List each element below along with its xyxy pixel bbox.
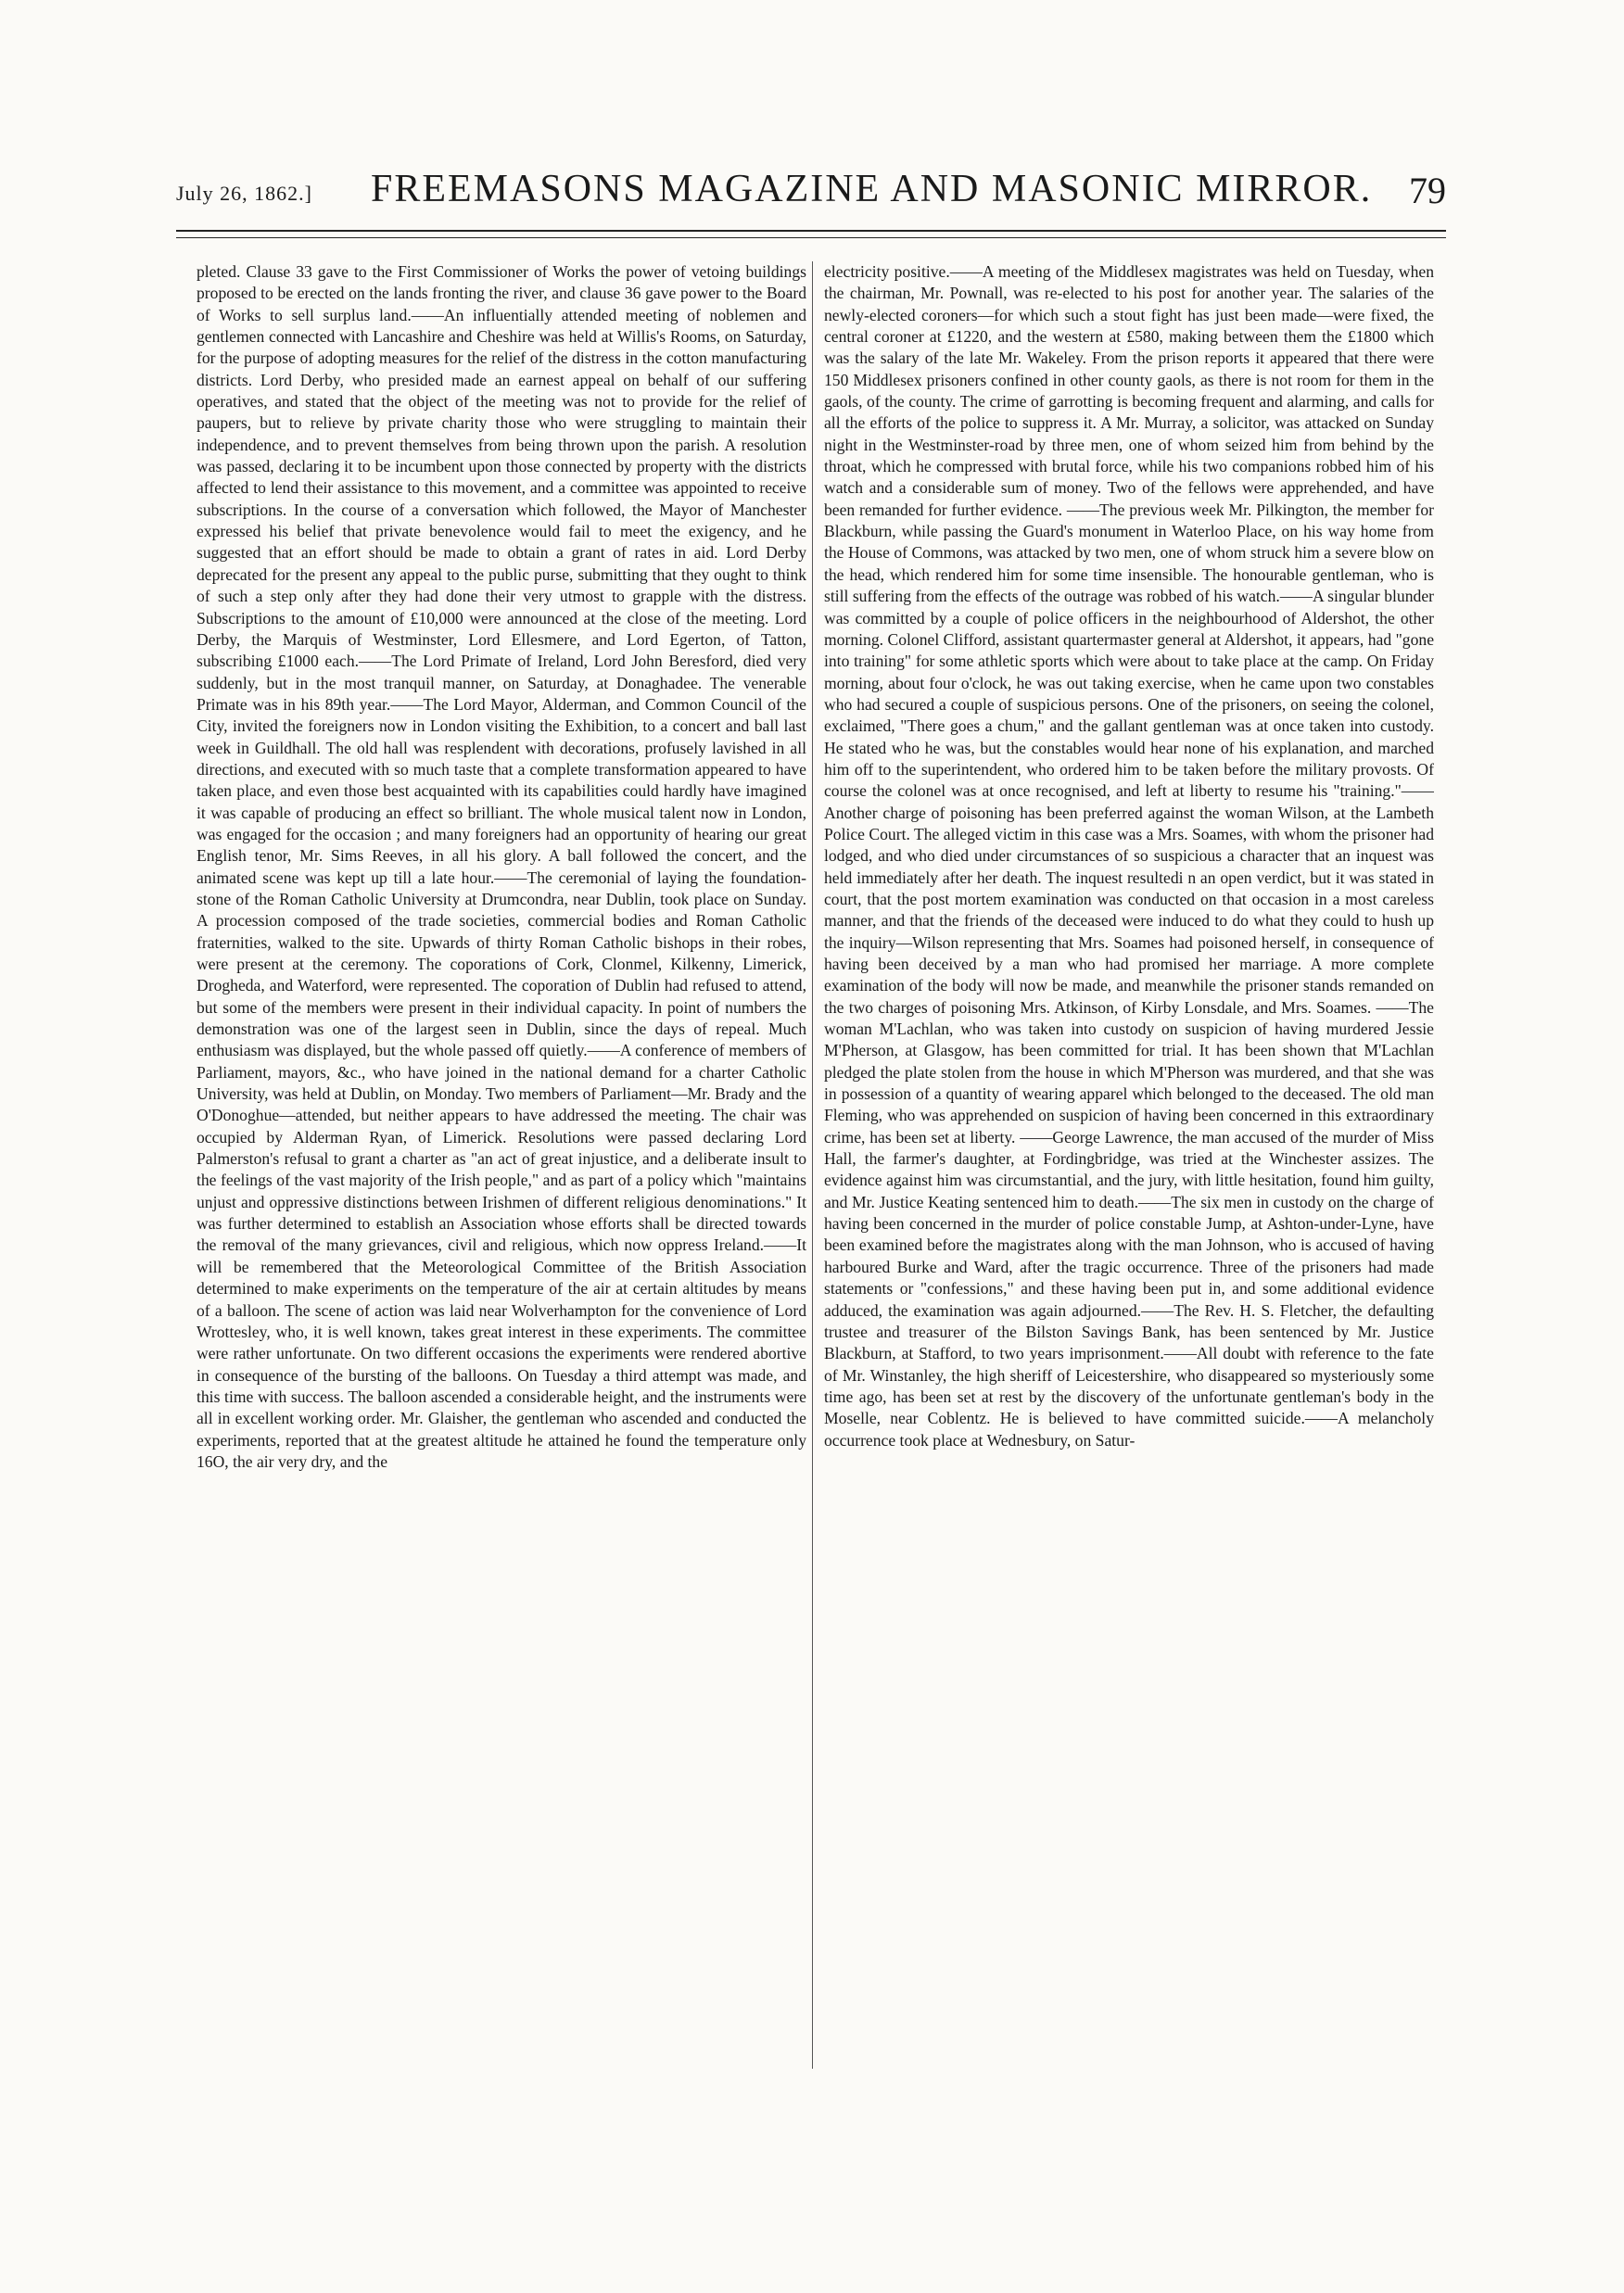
text-column-right	[824, 261, 1434, 2078]
masthead-title: FREEMASONS MAGAZINE AND MASONIC MIRROR.	[371, 168, 1373, 210]
article-text-left: pleted. Clause 33 gave to the First Commissioner of Works the power of vetoing buildings proposed to be erected on the lands fronting the river, and clause 36 gave power to the Board of Works to sell surplus land.——An influentially attended meeting of noblemen and gentlemen connected with Lancashire and Cheshire was held at Willis's Rooms, on Saturday, for the purpose of adopting measures for the relief of the distress in the cotton manufacturing districts. Lord Derby, who presided made an earnest appeal on behalf of our suffering operatives, and stated that the object of the meeting was not to provide for the relief of paupers, but to relieve by private charity those who were struggling to maintain their independence, and to prevent themselves from being thrown upon the parish. A resolution was passed, declaring it to be incumbent upon those connected by property with the districts affected to lend their assistance to this movement, and a committee was appointed to receive subscriptions. In the course of a conversation which followed, the Mayor of Manchester expressed his belief that private benevolence would fail to meet the exigency, and he suggested that an effort should be made to obtain a grant of rates in aid. Lord Derby deprecated for the present any appeal to the public purse, submitting that they ought to think of such a step only after they had done their very utmost to grapple with the distress. Subscriptions to the amount of £10,000 were announced at the close of the meeting. Lord Derby, the Marquis of Westminster, Lord Ellesmere, and Lord Egerton, of Tatton, subscribing £1000 each.——The Lord Primate of Ireland, Lord John Beresford, died very suddenly, but in the most tranquil manner, on Saturday, at Donaghadee. The venerable Primate was in his 89th year.——The Lord Mayor, Alderman, and Common Council of the City, invited the foreigners now in London visiting the Exhibition, to a concert and ball last week in Guildhall. The old hall was resplendent with decorations, profusely lavished in all directions, and executed with so much taste that a complete transformation appeared to have taken place, and even those best acquainted with its capabilities could hardly have imagined it was capable of producing an effect so brilliant. The whole musical talent now in London, was engaged for the occasion ; and many foreigners had an opportunity of hearing our great English tenor, Mr. Sims Reeves, in all his glory. A ball followed the concert, and the animated scene was kept up till a late hour.——The ceremonial of laying the foundation-stone of the Roman Catholic University at Drumcondra, near Dublin, took place on Sunday. A procession composed of the trade societies, commercial bodies and Roman Catholic fraternities, walked to the site. Upwards of thirty Roman Catholic bishops in their robes, were present at the ceremony. The coporations of Cork, Clonmel, Kilkenny, Limerick, Drogheda, and Waterford, were represented. The coporation of Dublin had refused to attend, but some of the members were present in their individual capacity. In point of numbers the demonstration was one of the largest seen in Dublin, since the days of repeal. Much enthusiasm was displayed, but the whole passed off quietly.——A conference of members of Parliament, mayors, &c., who have joined in the national demand for a charter Catholic University, was held at Dublin, on Monday. Two members of Parliament—Mr. Brady and the O'Donoghue—attended, but neither appears to have addressed the meeting. The chair was occupied by Alderman Ryan, of Limerick. Resolutions were passed declaring Lord Palmerston's refusal to grant a charter as "an act of great injustice, and a deliberate insult to the feelings of the vast majority of the Irish people," and as part of a policy which "maintains unjust and oppressive distinctions between Irishmen of different religious denominations." It was further determined to establish an Association whose efforts shall be directed towards the removal of the many grievances, civil and religious, which now oppress Ireland.——It will be remembered that the Meteorological Committee of the British Association determined to make experiments on the temperature of the air at certain altitudes by means of a balloon. The scene of action was laid near Wolverhampton for the convenience of Lord Wrottesley, who, it is well known, takes great interest in these experiments. The committee were rather unfortunate. On two different occasions the experiments were rendered abortive in consequence of the bursting of the balloons. On Tuesday a third attempt was made, and this time with success. The balloon ascended a considerable height, and the instruments were all in excellent working order. Mr. Glaisher, the gentleman who ascended and conducted the experiments, reported that at the greatest altitude he attained he found the temperature only 16O, the air very dry, and the	[197, 262, 806, 1471]
header-rule-thin	[176, 237, 1446, 238]
page-header	[176, 165, 1446, 221]
text-column-left	[197, 261, 806, 2078]
article-text-right: electricity positive.——A meeting of the Middlesex magistrates was held on Tuesday, when the chairman, Mr. Pownall, was re-elected to his post for another year. The salaries of the newly-elected coroners—for which such a stout fight has just been made—were fixed, the central coroner at £1220, and the western at £580, making between them the £1800 which was the salary of the late Mr. Wakeley. From the prison reports it appeared that there were 150 Middlesex prisoners confined in other county gaols, as there is not room for them in the gaols, of the county. The crime of garrotting is becoming frequent and alarming, and calls for all the efforts of the police to suppress it. A Mr. Murray, a solicitor, was attacked on Sunday night in the Westminster-road by three men, one of whom seized him from behind by the throat, which he compressed with brutal force, while his two companions robbed him of his watch and a considerable sum of money. Two of the fellows were apprehended, and have been remanded for further evidence. ——The previous week Mr. Pilkington, the member for Blackburn, while passing the Guard's monument in Waterloo Place, on his way home from the House of Commons, was attacked by two men, one of whom struck him a severe blow on the head, which rendered him for some time insensible. The honourable gentleman, who is still suffering from the effects of the outrage was robbed of his watch.——A singular blunder was committed by a couple of police officers in the neighbourhood of Aldershot, the other morning. Colonel Clifford, assistant quartermaster general at Aldershot, it appears, had "gone into training" for some athletic sports which were about to take place at the camp. On Friday morning, about four o'clock, he was out taking exercise, when he came upon two constables who had secured a couple of suspicious persons. One of the prisoners, on seeing the colonel, exclaimed, "There goes a chum," and the gallant gentleman was at once taken into custody. He stated who he was, but the constables would hear none of his explanation, and marched him off to the superintendent, who ordered him to be taken before the military provosts. Of course the colonel was at once recognised, and left at liberty to resume his "training."——Another charge of poisoning has been preferred against the woman Wilson, at the Lambeth Police Court. The alleged victim in this case was a Mrs. Soames, with whom the prisoner had lodged, and who died under circumstances of so suspicious a character that an inquest was held immediately after her death. The inquest resultedi n an open verdict, but it was stated in court, that the post mortem examination was conducted on that occasion in a most careless manner, and that the friends of the deceased were induced to do what they could to hush up the inquiry—Wilson representing that Mrs. Soames had poisoned herself, in consequence of having been deceived by a man who had promised her marriage. A more complete examination of the body will now be made, and meanwhile the prisoner stands remanded on the two charges of poisoning Mrs. Atkinson, of Kirby Lonsdale, and Mrs. Soames. ——The woman M'Lachlan, who was taken into custody on suspicion of having murdered Jessie M'Pherson, at Glasgow, has been committed for trial. It has been shown that M'Lachlan pledged the plate stolen from the house in which M'Pherson was murdered, and that she was in possession of a quantity of wearing apparel which belonged to the deceased. The old man Fleming, who was apprehended on suspicion of having been concerned in this extraordinary crime, has been set at liberty. ——George Lawrence, the man accused of the murder of Miss Hall, the farmer's daughter, at Fordingbridge, was tried at the Winchester assizes. The evidence against him was circumstantial, and the jury, with little hesitation, found him guilty, and Mr. Justice Keating sentenced him to death.——The six men in custody on the charge of having been concerned in the murder of police constable Jump, at Ashton-under-Lyne, have been examined before the magistrates along with the man Johnson, who is accused of having harboured Burke and Ward, after the tragic occurrence. Three of the prisoners had made statements or "confessions," and these having been put in, and some additional evidence adduced, the examination was again adjourned.——The Rev. H. S. Fletcher, the defaulting trustee and treasurer of the Bilston Savings Bank, has been sentenced by Mr. Justice Blackburn, at Stafford, to two years imprisonment.——All doubt with reference to the fate of Mr. Winstanley, the high sheriff of Leicestershire, who disappeared so mysteriously some time ago, has been set at rest by the discovery of the unfortunate gentleman's body in the Moselle, near Coblentz. He is believed to have committed suicide.——A melancholy occurrence took place at Wednesbury, on Satur-	[824, 262, 1434, 1450]
issue-date: July 26, 1862.]	[176, 182, 312, 205]
column-divider	[812, 261, 813, 2069]
page-number: 79	[1409, 170, 1446, 211]
header-rule-thick	[176, 230, 1446, 232]
